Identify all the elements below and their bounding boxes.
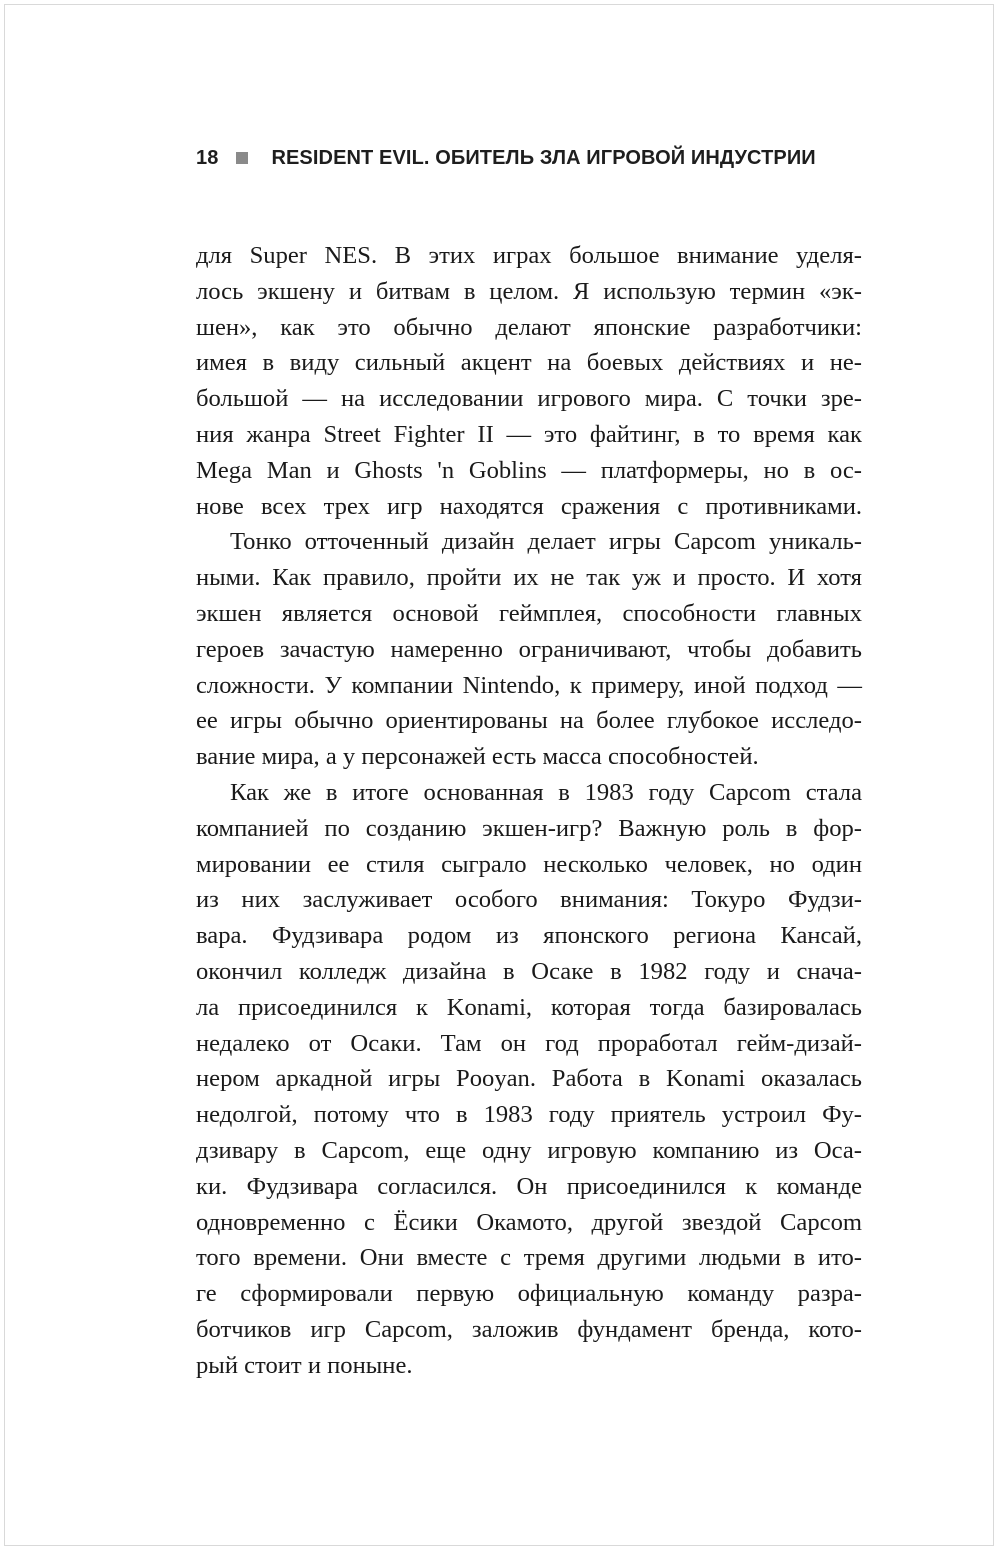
text-line: лось экшену и битвам в целом. Я использую термин «эк- [196, 277, 862, 305]
text-line: шен», как это обычно делают японские разработчики: [196, 313, 862, 341]
text-line: компанией по созданию экшен-игр? Важную роль в фор- [196, 814, 862, 842]
text-line: нове всех трех игр находятся сражения с противниками. [196, 492, 862, 520]
text-line: окончил колледж дизайна в Осаке в 1982 году и снача- [196, 957, 862, 985]
text-line: ки. Фудзивара согласился. Он присоединился к команде [196, 1172, 862, 1200]
paragraph-1 [196, 238, 862, 524]
text-line: вара. Фудзивара родом из японского региона Кансай, [196, 922, 862, 950]
running-title: RESIDENT EVIL. ОБИТЕЛЬ ЗЛА ИГРОВОЙ ИНДУСТРИИ [271, 146, 816, 169]
text-line: недалеко от Осаки. Там он год проработал гейм-дизай- [196, 1029, 862, 1057]
text-line: ла присоединился к Konami, которая тогда базировалась [196, 993, 862, 1021]
text-line: из них заслуживает особого внимания: Токуро Фудзи- [196, 886, 862, 914]
text-line: Тонко отточенный дизайн делает игры Capcom уникаль- [230, 528, 862, 556]
text-line: для Super NES. В этих играх большое внимание уделя- [196, 242, 862, 269]
text-line: Mega Man и Ghosts 'n Goblins — платформеры, но в ос- [196, 456, 862, 484]
running-header [196, 143, 876, 173]
text-line: ными. Как правило, пройти их не так уж и просто. И хотя [196, 564, 862, 592]
text-line: сложности. У компании Nintendo, к примеру, иной подход — [196, 671, 862, 699]
text-line: рый стоит и поныне. [196, 1351, 413, 1379]
text-line: недолгой, потому что в 1983 году приятель устроил Фу- [196, 1101, 862, 1129]
text-line: мировании ее стиля сыграло несколько человек, но один [196, 850, 862, 878]
text-line: ге сформировали первую официальную команду разра- [196, 1280, 862, 1308]
paragraph-2 [196, 524, 862, 775]
text-line: имея в виду сильный акцент на боевых действиях и не- [196, 349, 862, 377]
text-line: Как же в итоге основанная в 1983 году Capcom стала [230, 778, 862, 806]
text-line: героев зачастую намеренно ограничивают, чтобы добавить [196, 635, 862, 663]
text-line: ния жанра Street Fighter II — это файтинг, в то время как [196, 420, 862, 448]
text-line: вание мира, а у персонажей есть масса способностей. [196, 743, 759, 771]
paragraph-3 [196, 775, 862, 1384]
text-line: экшен является основой геймплея, способности главных [196, 599, 862, 627]
body-text [196, 238, 862, 1384]
text-line: одновременно с Ёсики Окамото, другой звездой Capcom [196, 1208, 862, 1236]
text-line: нером аркадной игры Pooyan. Работа в Konami оказалась [196, 1065, 862, 1093]
text-line: большой — на исследовании игрового мира. С точки зре- [196, 385, 862, 413]
text-line: ее игры обычно ориентированы на более глубокое исследо- [196, 707, 862, 735]
text-line: ботчиков игр Capcom, заложив фундамент бренда, кото- [196, 1315, 862, 1343]
text-line: того времени. Они вместе с тремя другими людьми в ито- [196, 1244, 862, 1272]
text-line: дзивару в Capcom, еще одну игровую компанию из Оса- [196, 1136, 862, 1164]
square-bullet-icon [236, 152, 248, 164]
page-number: 18 [196, 146, 219, 169]
